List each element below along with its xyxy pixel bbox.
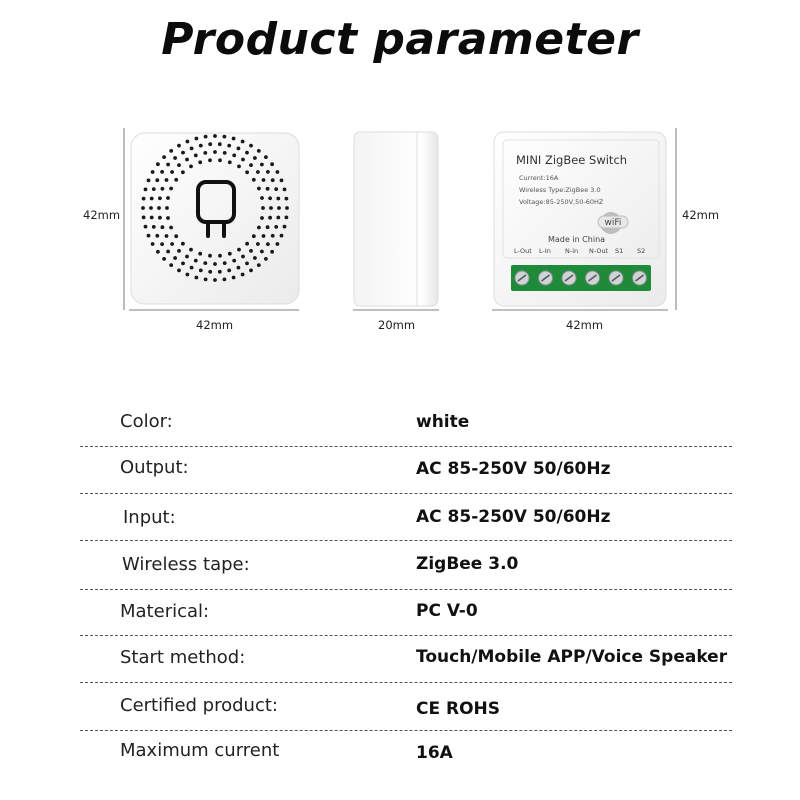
- speaker-dot: [198, 160, 202, 164]
- spec-row: [0, 589, 800, 635]
- speaker-dot: [177, 269, 181, 273]
- speaker-dot: [237, 165, 241, 169]
- spec-value: white: [416, 412, 470, 432]
- speaker-dot: [256, 242, 260, 246]
- spec-row: [0, 636, 800, 682]
- speaker-dot: [241, 158, 245, 162]
- speaker-dot: [213, 150, 217, 154]
- side-view: [353, 132, 439, 310]
- speaker-dot: [208, 254, 212, 258]
- speaker-dot: [195, 276, 199, 280]
- speaker-dot: [177, 249, 181, 253]
- speaker-dot: [228, 160, 232, 164]
- front-view: [124, 128, 299, 310]
- speaker-dot: [142, 197, 146, 201]
- spec-label: Output:: [120, 457, 189, 478]
- speaker-dot: [274, 187, 278, 191]
- speaker-dot: [249, 269, 253, 273]
- speaker-dot: [203, 151, 207, 155]
- speaker-dot: [241, 255, 245, 259]
- speaker-dot: [177, 144, 181, 148]
- spec-row: [0, 400, 800, 446]
- speaker-dot: [232, 276, 236, 280]
- speaker-dot: [186, 273, 190, 277]
- speaker-dot: [249, 249, 253, 253]
- speaker-dot: [170, 242, 174, 246]
- speaker-dot: [141, 206, 145, 210]
- speaker-dot: [245, 242, 249, 246]
- speaker-dot: [237, 147, 241, 151]
- speaker-dot: [271, 178, 275, 182]
- speaker-dot: [285, 197, 289, 201]
- speaker-dot: [276, 242, 280, 246]
- speaker-dot: [237, 266, 241, 270]
- speaker-dot: [276, 197, 280, 201]
- speaker-dot: [185, 255, 189, 259]
- speaker-dot: [252, 178, 256, 182]
- speaker-dot: [162, 257, 166, 261]
- speaker-dot: [257, 226, 261, 230]
- speaker-dot: [166, 250, 170, 254]
- speaker-dot: [152, 225, 156, 229]
- speaker-dot: [283, 188, 287, 192]
- speaker-dot: [274, 225, 278, 229]
- product-dimension-figure: [0, 110, 800, 350]
- speaker-dot: [241, 273, 245, 277]
- spec-row: [0, 541, 800, 587]
- terminal-label: L-In: [539, 247, 551, 255]
- speaker-dot: [158, 216, 162, 220]
- speaker-dot: [269, 206, 273, 210]
- speaker-dot: [190, 147, 194, 151]
- speaker-dot: [149, 206, 153, 210]
- speaker-dot: [237, 248, 241, 252]
- speaker-dot: [241, 140, 245, 144]
- speaker-dot: [195, 137, 199, 141]
- speaker-dot: [223, 151, 227, 155]
- speaker-dot: [161, 225, 165, 229]
- speaker-dot: [218, 158, 222, 162]
- spec-label: Materical:: [120, 601, 210, 622]
- product-views-svg: [0, 110, 800, 350]
- terminal-labels: [511, 247, 661, 257]
- speaker-dot: [245, 262, 249, 266]
- speaker-dot: [166, 163, 170, 167]
- back-height-label: 42mm: [682, 208, 720, 222]
- speaker-dot: [264, 257, 268, 261]
- speaker-dot: [170, 170, 174, 174]
- speaker-dot: [208, 142, 212, 146]
- spec-label: Maximum current: [120, 740, 280, 761]
- speaker-dot: [199, 144, 203, 148]
- speaker-dot: [169, 187, 173, 191]
- speaker-dot: [158, 196, 162, 200]
- speaker-dot: [268, 216, 272, 220]
- speaker-dot: [181, 170, 185, 174]
- speaker-dot: [213, 134, 217, 138]
- spec-row: [0, 446, 800, 492]
- front-height-label: 42mm: [83, 208, 121, 222]
- speaker-dot: [253, 256, 257, 260]
- speaker-dot: [260, 163, 264, 167]
- speaker-dot: [276, 216, 280, 220]
- speaker-dot: [257, 187, 261, 191]
- speaker-dot: [252, 234, 256, 238]
- speaker-dot: [264, 155, 268, 159]
- speaker-dot: [169, 226, 173, 230]
- speaker-dot: [194, 259, 198, 263]
- terminal-block: [511, 265, 651, 291]
- speaker-dot: [160, 242, 164, 246]
- speaker-dot: [204, 278, 208, 282]
- speaker-dot: [285, 206, 289, 210]
- speaker-dot: [232, 154, 236, 158]
- speaker-dot: [151, 242, 155, 246]
- speaker-dot: [223, 261, 227, 265]
- speaker-dot: [271, 234, 275, 238]
- speaker-dot: [165, 206, 169, 210]
- wifi-logo-text: wiFi: [604, 218, 622, 228]
- speaker-dot: [169, 263, 173, 267]
- speaker-dot: [262, 234, 266, 238]
- speaker-dot: [155, 234, 159, 238]
- speaker-dot: [147, 234, 151, 238]
- spec-value: AC 85-250V 50/60Hz: [416, 459, 611, 479]
- speaker-dot: [177, 163, 181, 167]
- speaker-dot: [257, 149, 261, 153]
- speaker-dot: [161, 187, 165, 191]
- speaker-dot: [245, 170, 249, 174]
- speaker-dot: [189, 165, 193, 169]
- speaker-dot: [257, 263, 261, 267]
- speaker-dot: [218, 142, 222, 146]
- spec-value: ZigBee 3.0: [416, 554, 519, 574]
- speaker-dot: [270, 162, 274, 166]
- speaker-dot: [165, 178, 169, 182]
- speaker-dot: [213, 262, 217, 266]
- speaker-dot: [253, 156, 257, 160]
- speaker-dot: [156, 162, 160, 166]
- spec-value: AC 85-250V 50/60Hz: [416, 507, 611, 527]
- spec-label: Wireless tape:: [122, 554, 250, 575]
- speaker-dot: [249, 163, 253, 167]
- terminal-label: N-in: [565, 247, 579, 255]
- terminal-label: S2: [637, 247, 646, 255]
- terminal-label: L-Out: [514, 247, 532, 255]
- speaker-dot: [261, 206, 265, 210]
- spec-label: Certified product:: [120, 695, 278, 716]
- spec-row: [0, 494, 800, 540]
- speaker-dot: [218, 270, 222, 274]
- speaker-dot: [270, 250, 274, 254]
- spec-row: [0, 730, 800, 776]
- speaker-dot: [157, 206, 161, 210]
- spec-label: Color:: [120, 411, 173, 432]
- plate-line-current: Current:16A: [519, 174, 559, 182]
- speaker-dot: [194, 154, 198, 158]
- speaker-dot: [260, 250, 264, 254]
- speaker-dot: [260, 216, 264, 220]
- speaker-dot: [256, 170, 260, 174]
- plate-line-wireless: Wireless Type:ZigBee 3.0: [519, 186, 601, 194]
- side-width-label: 20mm: [378, 318, 416, 332]
- speaker-dot: [227, 144, 231, 148]
- speaker-dot: [181, 262, 185, 266]
- spec-value: CE ROHS: [416, 699, 501, 719]
- speaker-dot: [198, 252, 202, 256]
- speaker-dot: [151, 170, 155, 174]
- speaker-dot: [223, 278, 227, 282]
- speaker-dot: [204, 135, 208, 139]
- speaker-dot: [152, 187, 156, 191]
- speaker-dot: [266, 170, 270, 174]
- speaker-dot: [277, 206, 281, 210]
- speaker-dot: [280, 234, 284, 238]
- spec-value: Touch/Mobile APP/Voice Speaker: [416, 647, 728, 667]
- speaker-dot: [227, 269, 231, 273]
- speaker-dot: [150, 216, 154, 220]
- speaker-dot: [190, 266, 194, 270]
- speaker-dot: [185, 158, 189, 162]
- speaker-dot: [147, 179, 151, 183]
- speaker-dot: [181, 242, 185, 246]
- back-width-label: 42mm: [566, 318, 604, 332]
- front-width-label: 42mm: [196, 318, 234, 332]
- speaker-dot: [144, 188, 148, 192]
- speaker-dot: [166, 196, 170, 200]
- speaker-dot: [208, 158, 212, 162]
- speaker-dot: [218, 254, 222, 258]
- spec-row: [0, 683, 800, 729]
- plate-line-voltage: Voltage:85-250V,50-60HZ: [519, 198, 604, 206]
- speaker-dot: [232, 137, 236, 141]
- spec-value: 16A: [416, 743, 453, 763]
- speaker-dot: [266, 225, 270, 229]
- speaker-dot: [166, 216, 170, 220]
- spec-label: Start method:: [120, 647, 246, 668]
- speaker-dot: [199, 269, 203, 273]
- speaker-dot: [232, 259, 236, 263]
- spec-value: PC V-0: [416, 601, 478, 621]
- speaker-dot: [162, 155, 166, 159]
- speaker-dot: [181, 151, 185, 155]
- speaker-dot: [208, 270, 212, 274]
- speaker-dot: [266, 242, 270, 246]
- speaker-dot: [155, 178, 159, 182]
- speaker-dot: [169, 149, 173, 153]
- plate-made-in: Made in China: [548, 235, 606, 244]
- speaker-dot: [142, 216, 146, 220]
- speaker-dot: [213, 278, 217, 282]
- speaker-dot: [249, 144, 253, 148]
- speaker-dot: [223, 135, 227, 139]
- speaker-dot: [245, 151, 249, 155]
- speaker-dot: [189, 248, 193, 252]
- speaker-dot: [165, 234, 169, 238]
- speaker-dot: [283, 225, 287, 229]
- speaker-dot: [150, 197, 154, 201]
- speaker-dot: [280, 179, 284, 183]
- terminal-label: N-Out: [589, 247, 609, 255]
- terminal-label: S1: [615, 247, 624, 255]
- speaker-dot: [160, 170, 164, 174]
- plate-heading: MINI ZigBee Switch: [516, 153, 628, 167]
- speaker-dot: [173, 256, 177, 260]
- spec-label: Input:: [123, 507, 176, 528]
- speaker-dot: [144, 225, 148, 229]
- speaker-dot: [266, 187, 270, 191]
- page-title: Product parameter: [161, 14, 639, 65]
- speaker-dot: [276, 170, 280, 174]
- speaker-dot: [186, 140, 190, 144]
- speaker-dot: [268, 196, 272, 200]
- speaker-dot: [174, 234, 178, 238]
- speaker-dot: [228, 252, 232, 256]
- speaker-dot: [260, 196, 264, 200]
- speaker-dot: [173, 156, 177, 160]
- speaker-dot: [262, 178, 266, 182]
- speaker-dot: [285, 216, 289, 220]
- speaker-dot: [156, 250, 160, 254]
- speaker-dot: [174, 178, 178, 182]
- speaker-dot: [203, 261, 207, 265]
- side-body: [354, 132, 438, 306]
